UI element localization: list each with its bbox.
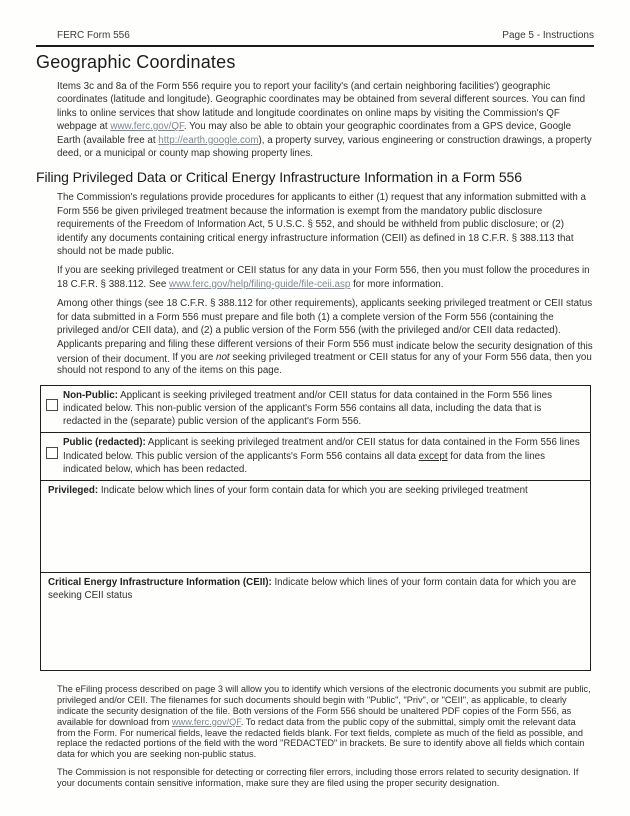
seeking-text-1: If you are seeking privileged treatment or CEII status for any data in your Form 556, then you must follow the procedures in 18 C.F.R. § 388.112. See — [57, 265, 590, 290]
page-header — [36, 30, 594, 41]
public-redacted-except: except — [418, 450, 448, 462]
public-redacted-label: Public (redacted): — [63, 437, 146, 449]
ceii-label: Critical Energy Infrastructure Information (CEII): — [48, 576, 272, 588]
among-other-things-paragraph — [57, 297, 594, 377]
disclaimer-paragraph: The Commission is not responsible for detecting or correcting filer errors, including those errors related to security designation. If your documents contain sensitive information, make sure they are filed using the proper security designation. — [57, 767, 579, 789]
ceii-text: Indicate below which lines of your form contain data for which you are seeking CEII status — [48, 576, 577, 602]
geographic-coordinates-paragraph — [57, 80, 594, 160]
non-public-text: Applicant is seeking privileged treatment and/or CEII status for data contained in the Form 556 lines indicated below. This non-public version of the applicant's Form 556 contains all data, including the data that is redacted in the (separate) public version of the applicant's Form 556. — [63, 389, 552, 428]
regulations-paragraph: The Commission's regulations provide procedures for applicants to either (1) request that any information submitted with a Form 556 be given privileged treatment because the information is exempt from the mandatory public disclosure requirements of the Freedom of Information Act, 5 U.S.C. § 552, and should be withheld from public disclosure; or (2) identify any documents containing critical energy infrastructure information (CEII) as defined in 18 C.F.R. § 388.113 that should not be made public. — [57, 192, 586, 258]
among-shifted-text: indicate below the security designation of this version of their document. — [57, 341, 593, 366]
non-public-row — [41, 386, 590, 434]
ferc-qf-link[interactable]: www.ferc.gov/QF — [110, 121, 184, 133]
public-redacted-text-1: Applicant is seeking privileged treatment and/or CEII status for data contained in the Form 556 lines Indicated below. This public version of the applicants's Form 556 contains all data — [63, 437, 580, 462]
public-redacted-text-2: for data from the lines indicated below, which has been redacted. — [63, 450, 546, 475]
google-earth-link[interactable]: http://earth.google.com — [158, 134, 259, 146]
public-redacted-checkbox[interactable] — [46, 447, 58, 459]
header-page-number: Page 5 - Instructions — [502, 30, 594, 41]
among-italic-not: not — [216, 351, 230, 363]
security-designation-box — [40, 385, 591, 671]
efiling-paragraph — [57, 684, 594, 760]
geographic-coordinates-heading: Geographic Coordinates — [36, 52, 236, 72]
non-public-checkbox[interactable] — [46, 399, 58, 411]
public-redacted-row — [41, 433, 590, 481]
ferc-qf-link-2[interactable]: www.ferc.gov/QF — [171, 716, 241, 727]
header-divider — [36, 45, 594, 47]
ceii-lines-field[interactable] — [41, 573, 590, 670]
among-text-1: Among other things (see 18 C.F.R. § 388.112 for other requirements), applicants seeking privileged treatment or CEII status for data submitted in a Form 556 must prepare and file both (1) a complete version of the Form 556 (containing the privileged and/or CEII data), and (2) a public version of the Form 556 (with the privileged and/or CEII data redacted). Applicants preparing and filing these different versions of their Form 556 must — [57, 298, 593, 350]
geo-text-1: Items 3c and 8a of the Form 556 require you to report your facility's (and certain neighboring facilities') geographic coordinates (latitude and longitude). Geographic coordinates may be obtained from several different sources. You can find links to online services that show latitude and longitude coordinates on online maps by visiting the Commission's QF webpage at — [57, 81, 586, 133]
header-form-name: FERC Form 556 — [57, 30, 130, 41]
among-text-2: If you are — [169, 351, 217, 363]
non-public-label: Non-Public: — [63, 389, 118, 401]
efiling-text-1: The eFiling process described on page 3 will allow you to identify which versions of the electronic documents you submit are public, privileged and/or CEII. The filenames for such documents should begin with "Public", "Priv", or "CEII", as applicable, to clearly indicate the security designation of the file. Both versions of the Form 556 should be unaltered PDF copies of the Form 556, as available for download from — [57, 683, 591, 727]
seeking-text-2: for more information. — [350, 278, 444, 290]
ceii-guide-link[interactable]: www.ferc.gov/help/filing-guide/file-ceii.asp — [169, 278, 351, 290]
privileged-text: Indicate below which lines of your form contain data for which you are seeking privileged treatment — [98, 484, 528, 496]
efiling-text-2: . To redact data from the public copy of the submittal, simply omit the relevant data from the Form. For numerical fields, leave the redacted fields blank. For text fields, complete as much of the field as possible, and replace the redacted portions of the field with the word "REDACTED" in brackets. Be sure to identify above all fields which contain data for which you are seeking non-public status. — [57, 716, 585, 760]
geo-text-2: . You may also be able to obtain your geographic coordinates from a GPS device, Google Earth (available free at — [57, 121, 572, 146]
geo-text-3: ), a property survey, various engineering or construction drawings, a property deed, or a municipal or county map showing property lines. — [57, 134, 592, 160]
privileged-label: Privileged: — [48, 484, 99, 496]
privileged-lines-field[interactable] — [41, 481, 590, 573]
filing-privileged-data-heading: Filing Privileged Data or Critical Energy Infrastructure Information in a Form 556 — [36, 169, 522, 186]
seeking-treatment-paragraph — [57, 264, 594, 291]
among-text-3: seeking privileged treatment or CEII status for any of your Form 556 data, then you should not respond to any of the items on this page. — [57, 351, 592, 377]
